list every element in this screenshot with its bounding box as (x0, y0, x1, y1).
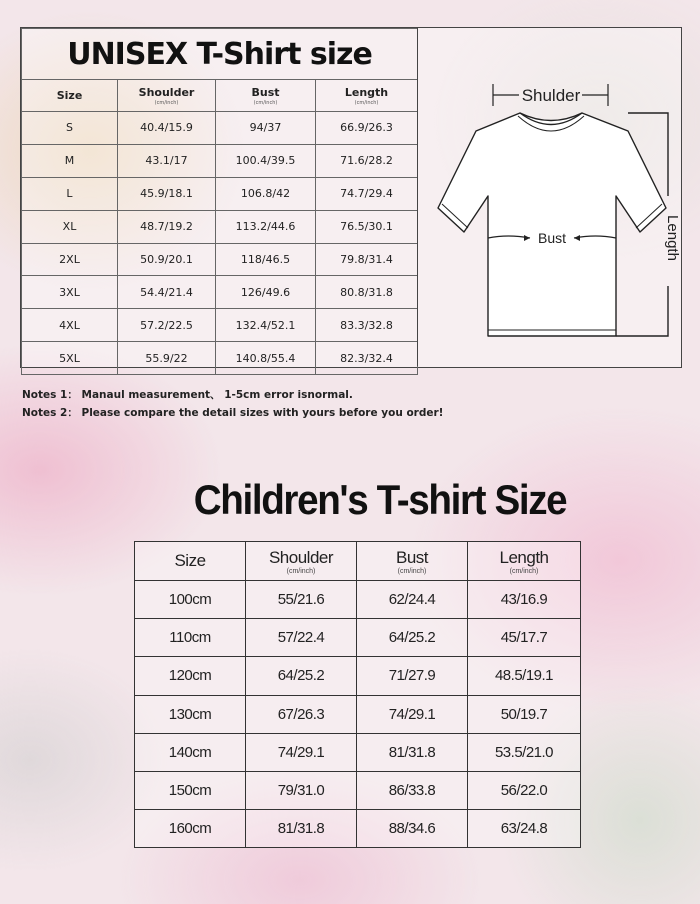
length-cell: 71.6/28.2 (316, 144, 418, 177)
size-cell: 160cm (135, 810, 246, 848)
shoulder-cell: 43.1/17 (118, 144, 216, 177)
length-cell: 45/17.7 (468, 619, 581, 657)
size-cell: 3XL (22, 276, 118, 309)
header-length: Length (cm/inch) (316, 80, 418, 112)
unisex-size-table (21, 28, 418, 375)
bust-cell: 132.4/52.1 (216, 309, 316, 342)
tshirt-diagram (418, 28, 682, 366)
table-row (135, 657, 581, 695)
children-header-row (135, 542, 581, 581)
size-cell: 110cm (135, 619, 246, 657)
unisex-title: UNISEX T-Shirt size (22, 29, 418, 80)
shoulder-cell: 40.4/15.9 (118, 112, 216, 145)
size-cell: 130cm (135, 695, 246, 733)
shoulder-cell: 45.9/18.1 (118, 177, 216, 210)
bust-cell: 100.4/39.5 (216, 144, 316, 177)
shoulder-cell: 57.2/22.5 (118, 309, 216, 342)
children-title: Children's T-shirt Size (193, 476, 567, 523)
bust-cell: 62/24.4 (357, 581, 468, 619)
size-cell: 5XL (22, 342, 118, 375)
table-row (22, 112, 418, 145)
length-cell: 74.7/29.4 (316, 177, 418, 210)
header-bust: Bust (cm/inch) (216, 80, 316, 112)
length-cell: 66.9/26.3 (316, 112, 418, 145)
length-cell: 63/24.8 (468, 810, 581, 848)
table-row (135, 733, 581, 771)
length-cell: 79.8/31.4 (316, 243, 418, 276)
header-size: Size (135, 542, 246, 581)
length-cell: 80.8/31.8 (316, 276, 418, 309)
table-row (22, 210, 418, 243)
length-cell: 53.5/21.0 (468, 733, 581, 771)
size-cell: 150cm (135, 771, 246, 809)
table-row (22, 177, 418, 210)
table-row (135, 771, 581, 809)
bust-cell: 88/34.6 (357, 810, 468, 848)
bust-cell: 64/25.2 (357, 619, 468, 657)
table-row (22, 243, 418, 276)
header-size: Size (22, 80, 118, 112)
shoulder-cell: 55/21.6 (246, 581, 357, 619)
measurement-diagram (417, 28, 682, 366)
length-cell: 82.3/32.4 (316, 342, 418, 375)
shoulder-cell: 74/29.1 (246, 733, 357, 771)
bust-label: Bust (537, 230, 567, 246)
bust-cell: 71/27.9 (357, 657, 468, 695)
shoulder-cell: 48.7/19.2 (118, 210, 216, 243)
length-cell: 43/16.9 (468, 581, 581, 619)
unisex-size-chart (20, 27, 682, 368)
shoulder-cell: 57/22.4 (246, 619, 357, 657)
shoulder-cell: 79/31.0 (246, 771, 357, 809)
table-row (135, 619, 581, 657)
bust-cell: 81/31.8 (357, 733, 468, 771)
size-cell: M (22, 144, 118, 177)
bust-cell: 140.8/55.4 (216, 342, 316, 375)
bust-cell: 106.8/42 (216, 177, 316, 210)
length-cell: 56/22.0 (468, 771, 581, 809)
shoulder-cell: 67/26.3 (246, 695, 357, 733)
length-cell: 76.5/30.1 (316, 210, 418, 243)
bust-cell: 126/49.6 (216, 276, 316, 309)
shoulder-label: Shulder (521, 86, 581, 105)
table-row (22, 276, 418, 309)
table-row (22, 144, 418, 177)
length-cell: 50/19.7 (468, 695, 581, 733)
length-label: Length (664, 215, 681, 261)
bust-cell: 118/46.5 (216, 243, 316, 276)
size-cell: 4XL (22, 309, 118, 342)
length-cell: 48.5/19.1 (468, 657, 581, 695)
shoulder-cell: 55.9/22 (118, 342, 216, 375)
children-size-table (134, 541, 581, 848)
size-cell: 140cm (135, 733, 246, 771)
bust-cell: 113.2/44.6 (216, 210, 316, 243)
table-row (135, 695, 581, 733)
shoulder-cell: 81/31.8 (246, 810, 357, 848)
table-row (22, 342, 418, 375)
tshirt-icon (438, 113, 666, 336)
shoulder-cell: 64/25.2 (246, 657, 357, 695)
table-row (135, 810, 581, 848)
note-2: Notes 2： Please compare the detail sizes with yours before you order! (22, 407, 444, 419)
table-row (135, 581, 581, 619)
length-cell: 83.3/32.8 (316, 309, 418, 342)
size-cell: 100cm (135, 581, 246, 619)
header-shoulder: Shoulder (cm/inch) (246, 542, 357, 581)
size-cell: 2XL (22, 243, 118, 276)
header-length: Length (cm/inch) (468, 542, 581, 581)
table-row (22, 309, 418, 342)
size-cell: L (22, 177, 118, 210)
bust-cell: 94/37 (216, 112, 316, 145)
header-bust: Bust (cm/inch) (357, 542, 468, 581)
bust-cell: 74/29.1 (357, 695, 468, 733)
shoulder-cell: 50.9/20.1 (118, 243, 216, 276)
size-cell: XL (22, 210, 118, 243)
unisex-header-row (22, 80, 418, 112)
note-1: Notes 1： Manaul measurement、 1-5cm error isnormal. (22, 389, 353, 401)
shoulder-cell: 54.4/21.4 (118, 276, 216, 309)
header-shoulder: Shoulder (cm/inch) (118, 80, 216, 112)
bust-cell: 86/33.8 (357, 771, 468, 809)
size-cell: 120cm (135, 657, 246, 695)
size-cell: S (22, 112, 118, 145)
